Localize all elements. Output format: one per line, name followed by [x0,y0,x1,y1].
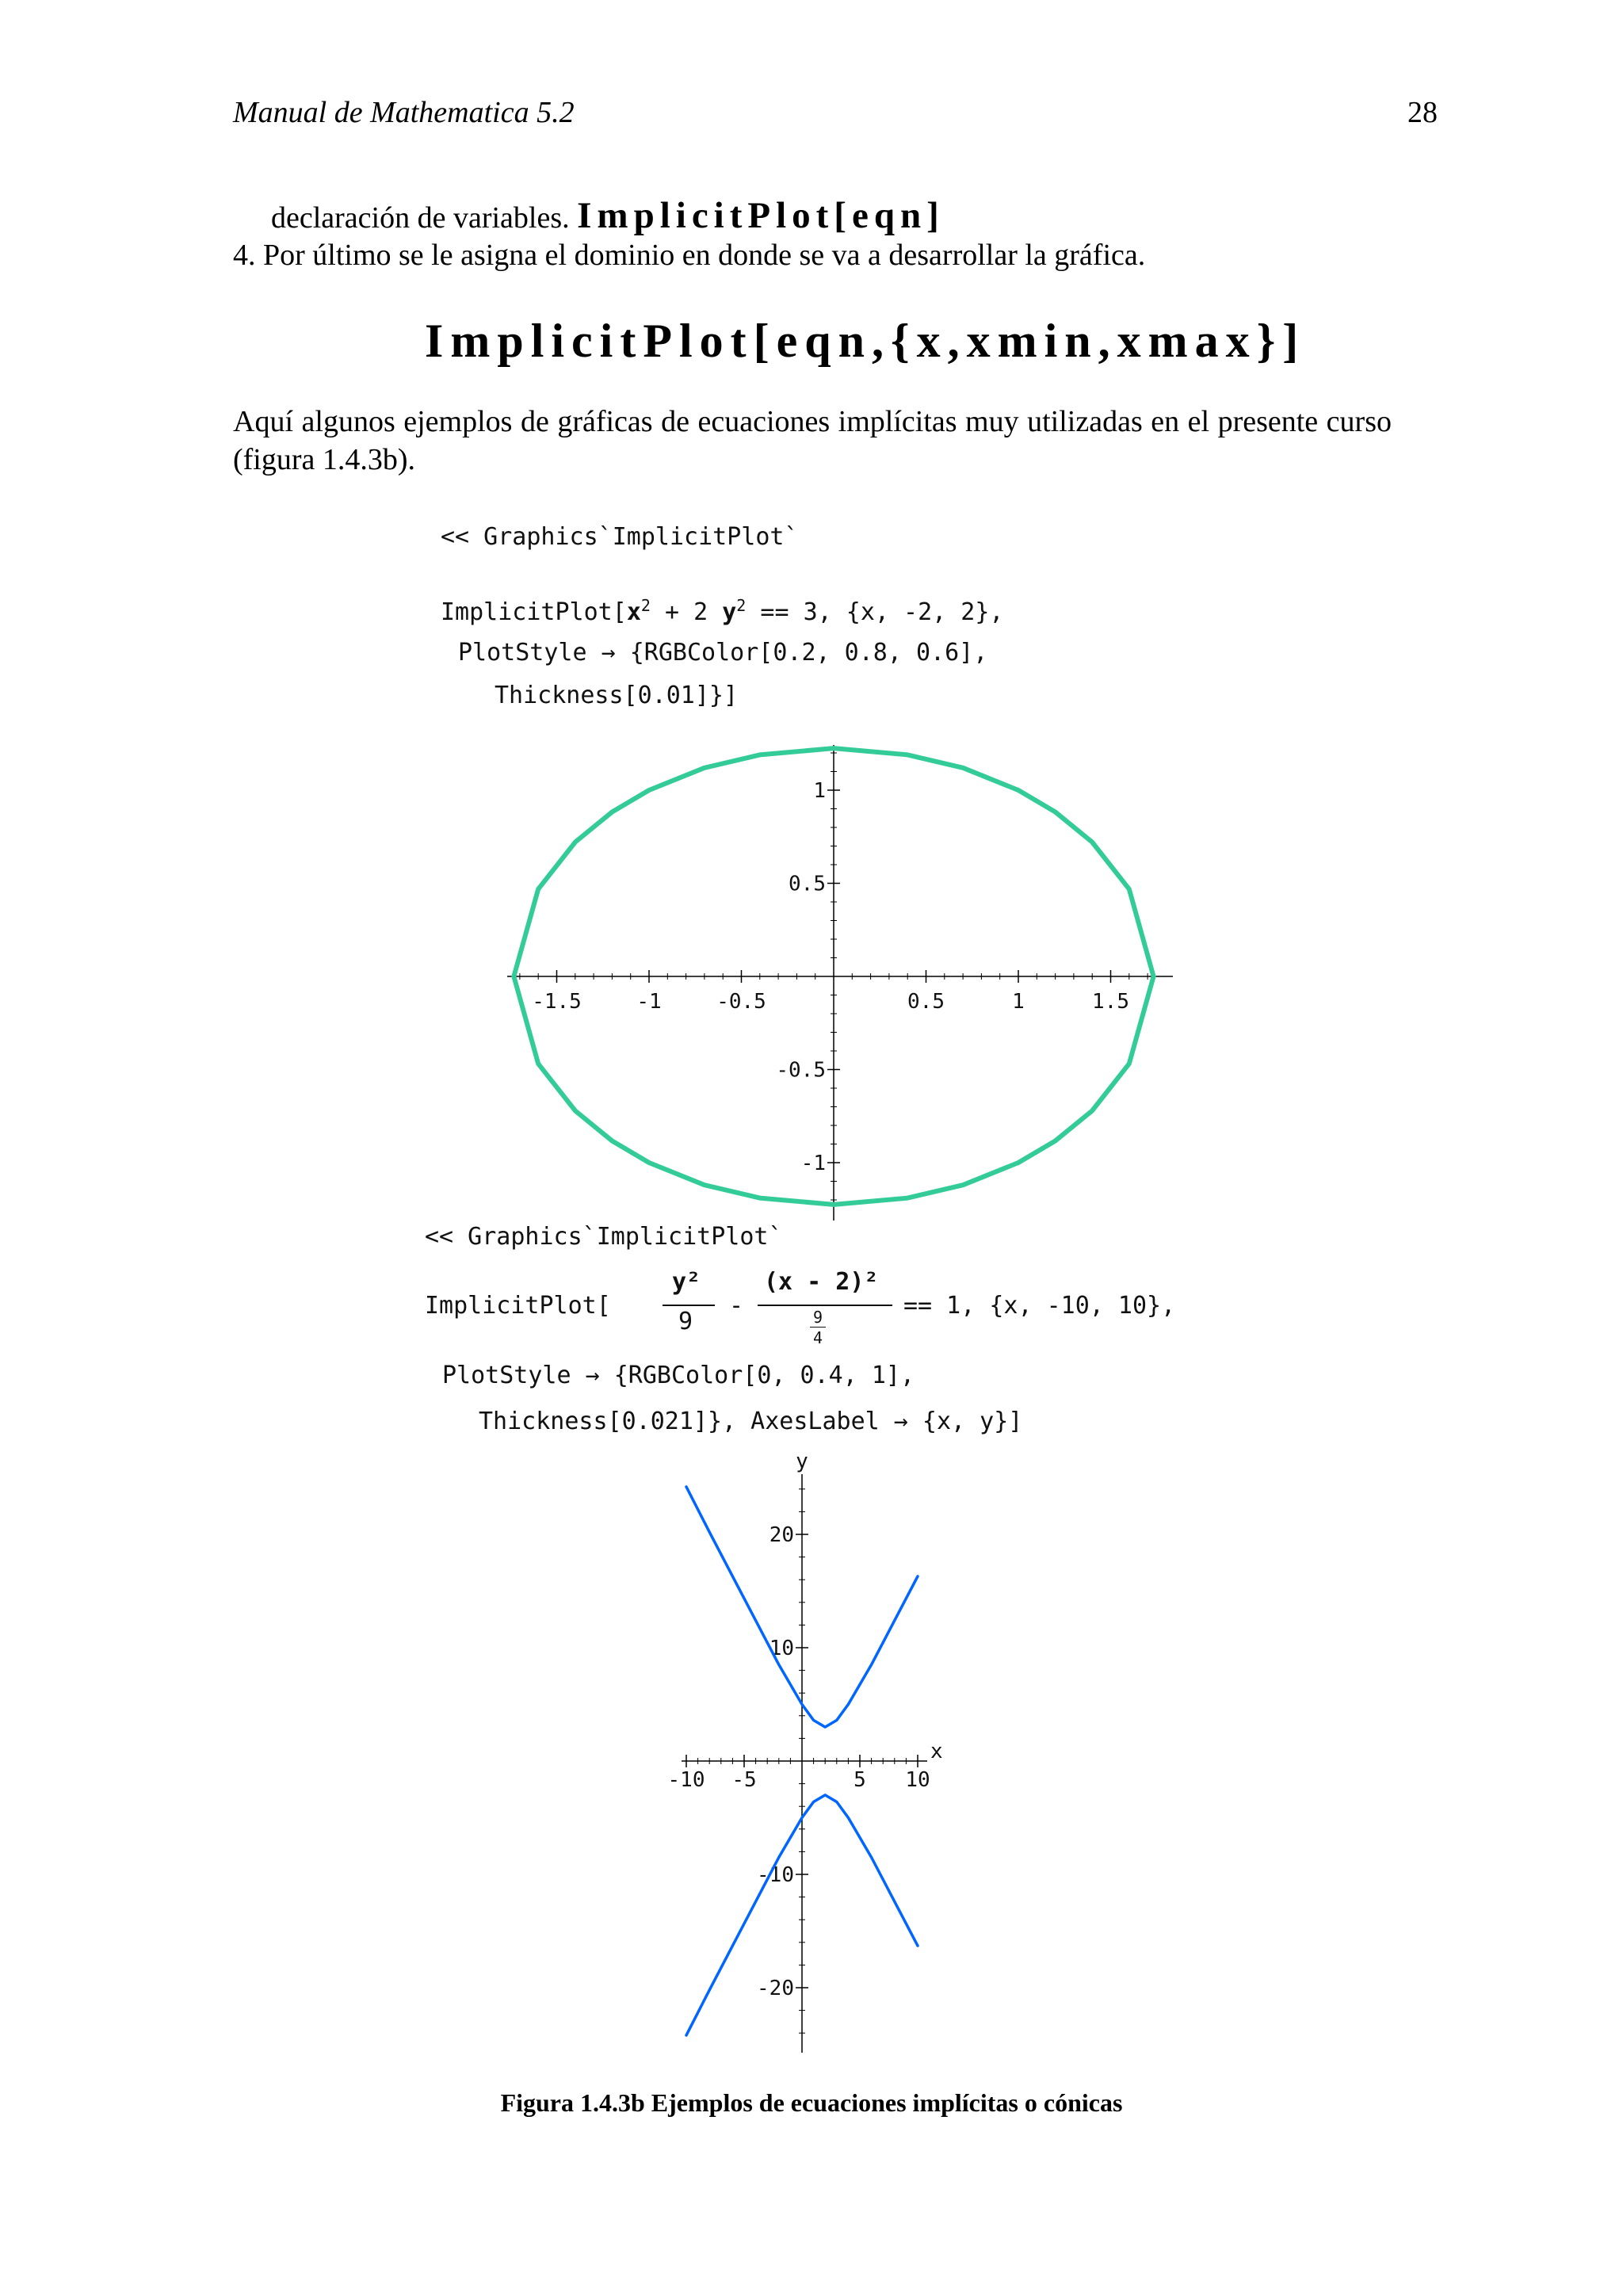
code-exponent: 2 [640,596,651,615]
body-line-declaration [271,194,945,237]
fraction1-bar [663,1305,715,1306]
code-token: == 3, {x, -2, 2}, [746,598,1004,626]
fraction2-numerator: (x - 2)² [764,1268,879,1296]
fraction1-numerator: y² [672,1268,701,1296]
running-header-title: Manual de Mathematica 5.2 [233,96,575,129]
x-tick-label: 0.5 [907,990,945,1014]
code-token: x [626,598,641,626]
code-token: ImplicitPlot[ [441,598,627,626]
y-tick-label: 0.5 [789,872,826,896]
code-load-package-2: << Graphics`ImplicitPlot` [425,1223,783,1251]
y-tick-label: -10 [757,1863,794,1888]
x-tick-label: 1 [1012,990,1025,1014]
code-load-package-1: << Graphics`ImplicitPlot` [441,523,799,551]
y-tick-label: 1 [813,779,826,804]
x-tick-label: -5 [731,1768,757,1792]
minus-sign: - [729,1292,744,1320]
code-token: + 2 [650,598,723,626]
hyperbola-plot [634,1442,983,2061]
y-tick-label: -20 [757,1977,794,2001]
code-implicitplot-hyperbola-line2: PlotStyle → {RGBColor[0, 0.4, 1], [442,1362,915,1389]
intro-paragraph: Aquí algunos ejemplos de gráficas de ecuaciones implícitas muy utilizadas en el presente curso (figura 1.4.3b). [233,405,1392,476]
page-number: 28 [1407,96,1438,129]
y-tick-label: 10 [769,1637,794,1661]
code-implicitplot-ellipse-line3: Thickness[0.01]}] [495,682,739,709]
x-tick-label: -10 [667,1768,705,1792]
syntax-formula: ImplicitPlot[eqn,{x,xmin,xmax}] [425,315,1306,367]
x-tick-label: -1.5 [532,990,582,1014]
y-tick-label: 20 [769,1523,794,1548]
code-implicitplot-hyperbola-line3: Thickness[0.021]}, AxesLabel → {x, y}] [479,1408,1023,1435]
fraction2-denominator-top: 9 [813,1308,823,1327]
x-tick-label: 5 [854,1768,866,1792]
code-implicitplot-hyperbola-line1 [425,1268,1176,1347]
hyperbola-plot-area [668,1450,943,2053]
fraction2-denominator-bottom: 4 [813,1328,823,1347]
x-tick-label: -0.5 [716,990,766,1014]
code-implicitplot-ellipse-line2: PlotStyle → {RGBColor[0.2, 0.8, 0.6], [458,639,988,667]
ellipse-plot-area [507,745,1173,1221]
code-token: == 1, {x, -10, 10}, [903,1292,1176,1320]
inline-code-implicitplot: ImplicitPlot[eqn] [577,195,945,236]
x-tick-label: 10 [905,1768,930,1792]
y-axis-label: y [796,1450,808,1473]
code-exponent: 2 [736,596,747,615]
code-implicitplot-ellipse-line1 [441,596,1003,626]
fraction2-bar [758,1305,892,1306]
ellipse-plot [475,737,1189,1228]
y-tick-label: -1 [800,1152,826,1176]
x-tick-label: -1 [636,990,662,1014]
code-token: ImplicitPlot[ [425,1292,611,1320]
figure-caption: Figura 1.4.3b Ejemplos de ecuaciones implícitas o cónicas [500,2088,1123,2117]
fraction2-inner-bar [810,1327,826,1328]
list-item-4: 4. Por último se le asigna el dominio en donde se va a desarrollar la gráfica. [233,239,1146,272]
x-axis-label: x [930,1740,943,1763]
code-token: y [722,598,737,626]
y-tick-label: -0.5 [776,1058,826,1083]
x-tick-label: 1.5 [1092,990,1129,1014]
fraction1-denominator: 9 [678,1308,693,1335]
declaration-text: declaración de variables. [271,201,570,235]
